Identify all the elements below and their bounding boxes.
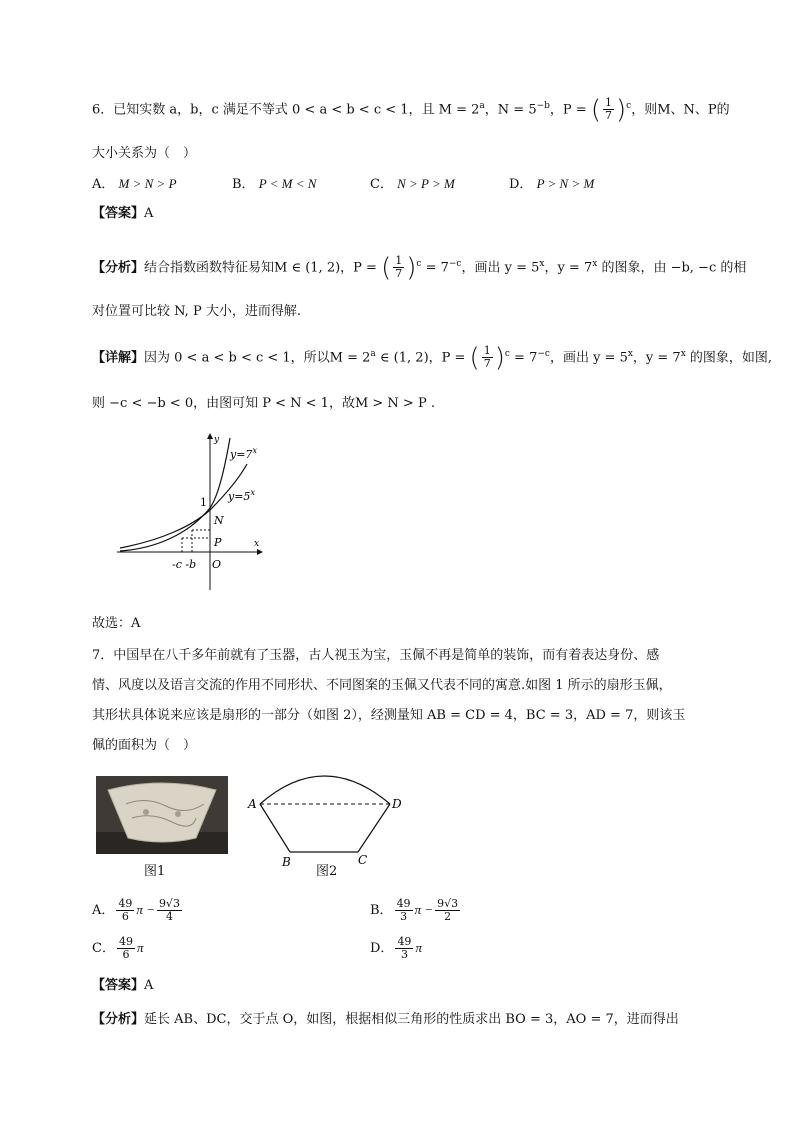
q7-a-num1: 49 <box>118 897 133 910</box>
label-curve1: $y=7^x$ <box>230 446 257 461</box>
q7-option-d[interactable] <box>370 936 422 961</box>
q7-b-den1: 3 <box>400 910 408 923</box>
label-c: C <box>358 853 368 867</box>
q6-analysis-1h: 的图象，由 −b, −c 的相 <box>597 260 747 276</box>
q7-option-b-pi: π − <box>414 902 434 917</box>
q6-option-a[interactable] <box>92 174 177 195</box>
q7-option-b-frac2 <box>435 898 460 923</box>
q6-analysis-line2: 对位置可比较 N, P 大小，进而得解. <box>92 304 301 319</box>
q6-detail-1g: x <box>627 349 633 359</box>
q7-option-a-frac2 <box>157 898 182 923</box>
q6-option-b-text: P < M < N <box>258 176 317 191</box>
segment-ab <box>260 804 290 852</box>
label-y: y <box>214 435 220 445</box>
label-d: D <box>392 797 402 811</box>
q6-analysis-frac <box>393 255 404 280</box>
q6-analysis-1d: ，画出 y = 5 <box>461 260 540 276</box>
q6-stem-line2: 大小关系为（ ） <box>92 146 197 161</box>
label-a: A <box>248 797 257 811</box>
q7-c-num1: 49 <box>118 935 133 948</box>
q6-analysis-1g: x <box>592 259 598 269</box>
q6-detail-1a: 因为 0 < a < b < c < 1，所以M = 2 <box>144 350 371 366</box>
q6-stem-post: ，则M、N、P的 <box>631 102 730 118</box>
q7-option-a[interactable] <box>92 898 184 923</box>
q6-analysis-1c: −c <box>448 259 462 269</box>
q6-analysis-paren-l: ( <box>381 252 392 283</box>
label-neg-c-b: -c -b <box>172 558 197 571</box>
q7-option-d-pi: π <box>415 940 422 955</box>
curve-7x <box>120 438 230 551</box>
fan-arc <box>260 776 390 804</box>
q6-paren-left: ( <box>590 94 601 125</box>
q6-frac-den: 7 <box>604 109 612 123</box>
q6-detail-1i: x <box>680 349 686 359</box>
q7-option-c-frac1 <box>117 936 135 961</box>
q6-analysis-line1 <box>92 252 747 283</box>
q6-detail-frac <box>482 345 493 370</box>
q6-choose: 故选：A <box>92 616 141 631</box>
label-p: P <box>214 536 222 549</box>
q6-exp-neg-b: −b <box>536 101 550 111</box>
q6-stem-pre: 6．已知实数 a，b，c 满足不等式 0 < a < b < c < 1，且 M = 2 <box>92 102 480 118</box>
q6-option-b-label: B． <box>232 177 255 192</box>
q6-analysis-1b: = 7 <box>421 260 449 276</box>
q7-option-c-label: C． <box>92 941 115 956</box>
q6-exp-a: a <box>479 101 485 111</box>
q6-detail-frac-den: 7 <box>483 357 491 371</box>
q6-detail-1d: = 7 <box>509 350 538 366</box>
q7-stem-line2: 情、风度以及语言交流的作用不同形状、不同图案的玉佩又代表不同的寓意.如图 1 所示的扇形玉佩， <box>92 678 672 693</box>
q6-detail-1e: −c <box>537 349 550 359</box>
q7-option-a-label: A． <box>92 903 115 918</box>
q6-detail-1f: ，画出 y = 5 <box>549 350 628 366</box>
q6-option-a-text: M > N > P <box>118 176 177 191</box>
q7-analysis-tag: 【分析】 <box>92 1012 145 1027</box>
q7-b-num1: 49 <box>396 897 411 910</box>
q6-frac-num: 1 <box>604 96 612 110</box>
q6-stem-mid1: ，N = 5 <box>484 102 537 118</box>
q7-answer-value: A <box>144 978 154 993</box>
q7-stem-line3: 其形状具体说来应该是扇形的一部分（如图 2），经测量知 AB = CD = 4，BC = 3，AD = 7，则该玉 <box>92 708 686 723</box>
q6-analysis-frac-den: 7 <box>395 267 403 281</box>
q7-figure2-caption: 图2 <box>316 864 338 879</box>
q6-option-b[interactable] <box>232 174 316 195</box>
label-curve2: $y=5^x$ <box>228 488 255 503</box>
q6-analysis-exp-c: c <box>416 259 422 269</box>
q7-stem-line4: 佩的面积为（ ） <box>92 738 197 753</box>
curve-5x <box>120 464 247 548</box>
q6-option-a-label: A． <box>92 177 115 192</box>
q7-analysis-line1 <box>92 1010 679 1030</box>
q6-analysis-1f: ，y = 7 <box>544 260 593 276</box>
q7-option-b-label: B． <box>370 903 393 918</box>
q6-option-d-text: P > N > M <box>536 176 595 191</box>
q7-answer <box>92 976 153 996</box>
q7-answer-tag: 【答案】 <box>92 978 145 993</box>
q6-analysis-paren-r: ) <box>406 252 417 283</box>
q7-option-b-frac1 <box>395 898 413 923</box>
q7-d-num1: 49 <box>397 935 412 948</box>
q6-detail-frac-num: 1 <box>483 344 491 358</box>
q6-detail-1c: ∈ (1, 2)，P = <box>375 350 470 366</box>
q6-paren-right: ) <box>615 94 627 125</box>
q7-option-c-pi: π <box>136 940 144 955</box>
q6-stem-mid2: ，P = <box>549 102 591 118</box>
q7-figure1-caption: 图1 <box>144 864 166 879</box>
q6-detail-line2: 则 −c < −b < 0，由图可知 P < N < 1，故M > N > P . <box>92 396 435 411</box>
q6-exp-c: c <box>626 101 632 111</box>
q6-detail-tag: 【详解】 <box>92 350 145 366</box>
q7-b-num2: 9√3 <box>437 897 459 910</box>
q7-option-d-frac1 <box>395 936 413 961</box>
q6-answer <box>92 204 153 224</box>
q6-option-c-text: N > P > M <box>397 176 455 191</box>
q6-detail-exp-c: c <box>504 349 510 359</box>
q7-c-den1: 6 <box>122 948 130 961</box>
q6-option-c[interactable] <box>370 174 455 195</box>
q7-stem-line1: 7．中国早在八千多年前就有了玉器，古人视玉为宝，玉佩不再是简单的装饰，而有着表达身份、感 <box>92 648 660 663</box>
segment-cd <box>358 804 390 852</box>
label-x: x <box>254 539 260 549</box>
label-one: 1 <box>200 496 207 509</box>
q6-analysis-1a: 结合指数函数特征易知M ∈ (1, 2)，P = <box>144 260 382 276</box>
q6-detail-1h: ，y = 7 <box>632 350 681 366</box>
q6-stem-line1 <box>92 94 730 125</box>
q6-fraction <box>603 97 614 122</box>
label-b: B <box>282 855 291 869</box>
q6-analysis-frac-num: 1 <box>395 254 403 268</box>
q6-detail-1b: a <box>370 349 376 359</box>
q7-option-a-frac1 <box>116 898 134 923</box>
q6-detail-paren-l: ( <box>469 342 480 373</box>
q6-analysis-1e: x <box>539 259 545 269</box>
q7-b-den2: 2 <box>444 910 452 923</box>
q7-option-a-pi: π − <box>136 902 155 917</box>
q7-option-d-label: D． <box>370 941 394 956</box>
q7-option-c[interactable] <box>92 936 143 961</box>
q6-exponential-graph <box>112 430 272 590</box>
q6-option-d-label: D． <box>509 177 533 192</box>
label-n: N <box>214 514 224 527</box>
q6-option-d[interactable] <box>509 174 594 195</box>
q6-detail-1j: 的图象，如图, <box>685 350 773 366</box>
q6-option-c-label: C． <box>370 177 393 192</box>
q6-analysis-tag: 【分析】 <box>92 260 145 276</box>
q6-detail-line1 <box>92 342 773 373</box>
q7-option-b[interactable] <box>370 898 462 923</box>
q6-answer-value: A <box>144 206 154 221</box>
q6-answer-tag: 【答案】 <box>92 206 145 221</box>
q7-figure1-jade-photo <box>96 776 228 854</box>
q7-d-den1: 3 <box>400 948 408 961</box>
q7-figure2-fan-diagram <box>244 766 414 870</box>
label-o: O <box>212 558 222 571</box>
q7-a-den1: 6 <box>121 910 129 923</box>
q7-a-num2: 9√3 <box>158 897 180 910</box>
q7-a-den2: 4 <box>165 910 173 923</box>
q6-detail-paren-r: ) <box>494 342 505 373</box>
q7-analysis-text: 延长 AB、DC，交于点 O，如图，根据相似三角形的性质求出 BO = 3，AO = 7，进而得出 <box>144 1012 679 1027</box>
